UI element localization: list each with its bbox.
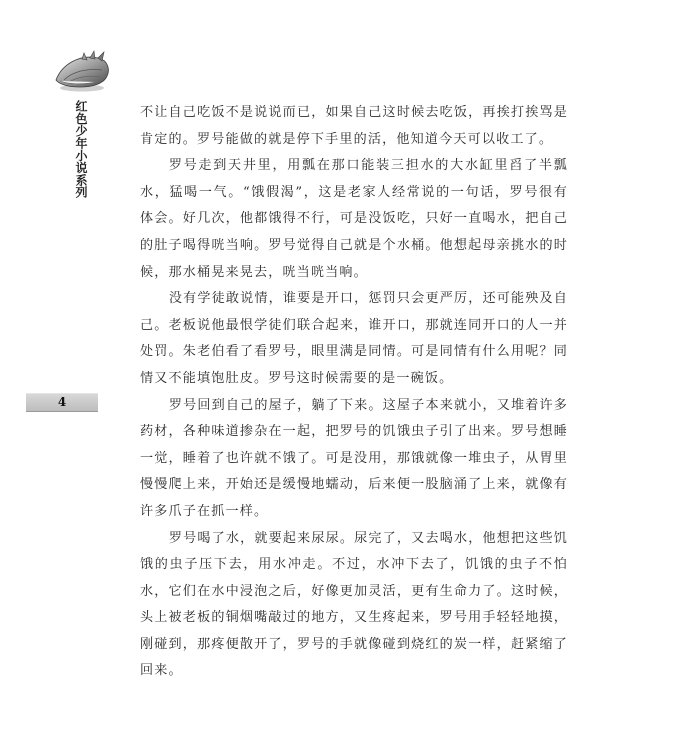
paragraph: 不让自己吃饭不是说说而已，如果自己这时候去吃饭，再挨打挨骂是肯定的。罗号能做的就是停下手里的活，他知道今天可以收工了。 bbox=[140, 105, 568, 147]
body-text bbox=[140, 100, 568, 685]
paragraph: 罗号走到天井里，用瓢在那口能装三担水的大水缸里舀了半瓢水，猛喝一气。“饿假渴”，这是老家人经常说的一句话，罗号很有体会。好几次，他都饿得不行，可是没饭吃，只好一直喝水，把自己的肚子喝得咣当响。罗号觉得自己就是个水桶。他想起母亲挑水的时候，那水桶晃来晃去，咣当咣当响。 bbox=[140, 158, 568, 280]
conch-shell-icon bbox=[52, 50, 112, 94]
paragraph: 罗号回到自己的屋子，躺了下来。这屋子本来就小，又堆着许多药材，各种味道掺杂在一起，把罗号的饥饿虫子引了出来。罗号想睡一觉，睡着了也许就不饿了。可是没用，那饿就像一堆虫子，从胃里慢慢爬上来，开始还是缓慢地蠕动，后来便一股脑涌了上来，就像有许多爪子在抓一样。 bbox=[140, 397, 568, 519]
series-title: 红色少年小说系列 bbox=[74, 100, 88, 199]
page-number: 4 bbox=[57, 395, 67, 409]
paragraph: 没有学徒敢说情，谁要是开口，惩罚只会更严厉，还可能殃及自己。老板说他最恨学徒们联合起来，谁开口，那就连同开口的人一并处罚。朱老伯看了看罗号，眼里满是同情。可是同情有什么用呢？同情又不能填饱肚皮。罗号这时候需要的是一碗饭。 bbox=[140, 291, 568, 386]
paragraph: 罗号喝了水，就要起来尿尿。尿完了，又去喝水，他想把这些饥饿的虫子压下去，用水冲走。不过，水冲下去了，饥饿的虫子不怕水，它们在水中浸泡之后，好像更加灵活，更有生命力了。这时候，头上被老板的铜烟嘴敲过的地方，又生疼起来，罗号用手轻轻地摸，刚碰到，那疼便散开了，罗号的手就像碰到烧红的炭一样，赶紧缩了回来。 bbox=[140, 530, 568, 679]
page-number-tab bbox=[26, 393, 98, 412]
